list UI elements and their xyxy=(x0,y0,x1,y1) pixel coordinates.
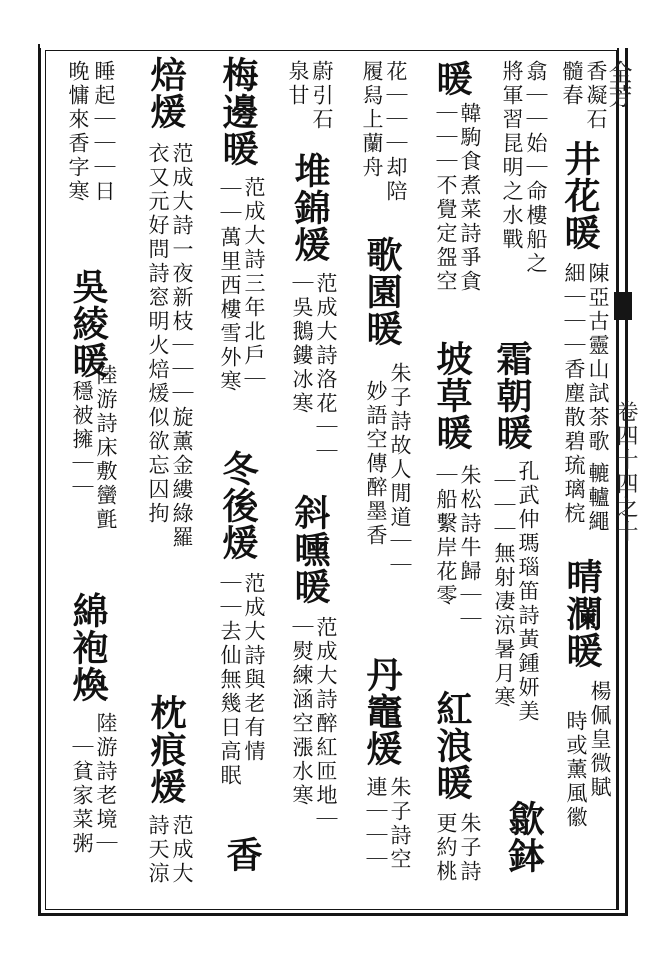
text-column: ｜｜去仙無幾日高眠 xyxy=(218,572,242,788)
text-column: 翕｜｜始｜命樓船之 xyxy=(524,60,548,276)
margin-top-title: 全芳 xyxy=(604,60,632,108)
text-column: ｜｜｜不覺定盌空 xyxy=(434,102,458,294)
text-column: ｜｜萬里西樓雪外寒 xyxy=(218,178,242,394)
entry-heading: 梅邊暖 xyxy=(217,56,259,167)
text-column: 韓駒食煮菜詩爭貪 xyxy=(458,102,482,294)
text-column: 楊佩皇微賦 xyxy=(588,680,612,800)
page-top-cut xyxy=(40,40,640,48)
entry-heading: 暖 xyxy=(431,60,473,97)
text-column: 連｜｜｜ xyxy=(364,776,388,872)
entry-heading: 霜朝暖 xyxy=(491,340,533,451)
text-column: 朱松詩牛歸｜｜ xyxy=(458,464,482,632)
entry-heading: 綿袍煥 xyxy=(67,592,109,703)
text-column: 陸游詩老境｜ xyxy=(94,712,118,856)
text-column: 穩被擁｜｜ xyxy=(70,380,94,500)
text-column: 轆轤繩 xyxy=(586,462,610,534)
entry-heading: 斜曛暖 xyxy=(289,494,331,605)
entry-heading: 丹竈煖 xyxy=(361,656,403,767)
text-column: 范成大詩醉紅匝地｜ xyxy=(314,616,338,832)
text-column: 蔚引石 xyxy=(310,60,334,132)
text-column: 晚慵來香字寒 xyxy=(66,60,90,204)
entry-heading: 吳綾暖 xyxy=(67,268,109,379)
text-column: 履舄上蘭舟 xyxy=(360,60,384,180)
entry-heading: 冬後煖 xyxy=(217,450,259,561)
text-column: 花｜｜｜却陪 xyxy=(384,60,408,204)
entry-heading: 歙鉢 xyxy=(503,800,545,874)
entry-heading: 晴瀾暖 xyxy=(561,558,603,669)
text-column: 妙語空傳醉墨香 xyxy=(364,380,388,548)
text-column: 時或薰風徽 xyxy=(564,710,588,830)
text-column: 范成大詩一夜新枝｜｜｜旋薰金縷綠羅 xyxy=(170,142,194,550)
entry-heading: 坡草暖 xyxy=(431,340,473,451)
text-column: ｜吳鵝鏤冰寒 xyxy=(290,272,314,416)
text-column: 朱子詩故人閒道｜｜ xyxy=(388,362,412,578)
entry-heading: 井花暖 xyxy=(559,140,601,251)
entry-heading: 香 xyxy=(221,836,263,873)
text-column: 范成大詩三年北戶｜ xyxy=(242,176,266,392)
text-column: 細｜｜｜香塵散碧琉璃梡 xyxy=(562,262,586,526)
text-column: 詩天涼 xyxy=(146,814,170,886)
text-column: ｜熨練涵空漲水寒 xyxy=(290,616,314,808)
text-column: 更約桃 xyxy=(434,812,458,884)
text-column: 朱子詩 xyxy=(458,812,482,884)
text-column: 香凝石 xyxy=(584,60,608,132)
text-column: ｜貧家菜粥 xyxy=(70,736,94,856)
text-column: 范成大 xyxy=(170,814,194,886)
text-column: 泉甘 xyxy=(286,60,310,108)
text-column: 范成大詩洛花｜｜ xyxy=(314,272,338,464)
text-column: 陳亞古靈山試茶歌 xyxy=(586,262,610,454)
entry-heading: 紅浪暖 xyxy=(431,690,473,801)
entry-heading: 焙煖 xyxy=(145,56,187,130)
entry-heading: 堆錦煖 xyxy=(289,152,331,263)
entry-heading: 枕痕煖 xyxy=(145,694,187,805)
entry-heading: 歌園暖 xyxy=(361,236,403,347)
text-column: 范成大詩與老有情 xyxy=(242,572,266,764)
text-column: ｜｜｜無射凄涼暑月寒 xyxy=(492,470,516,710)
text-column: ｜船繫岸花零 xyxy=(434,464,458,608)
text-column: 衣又元好問詩窓明火焙煖似欲忘囚拘 xyxy=(146,142,170,526)
text-column: 將軍習昆明之水戰 xyxy=(500,60,524,252)
text-column: 孔武仲瑪瑙笛詩黃鍾妍美 xyxy=(516,460,540,724)
fish-tail-mark xyxy=(614,292,632,320)
text-column: 朱子詩空 xyxy=(388,776,412,872)
margin-volume-label: 卷四十四之十 xyxy=(613,400,638,544)
text-column: 陸游詩床敷蠻氈 xyxy=(94,364,118,532)
text-column: 髓春 xyxy=(560,60,584,108)
text-column: 睡起｜｜｜日 xyxy=(92,60,116,204)
